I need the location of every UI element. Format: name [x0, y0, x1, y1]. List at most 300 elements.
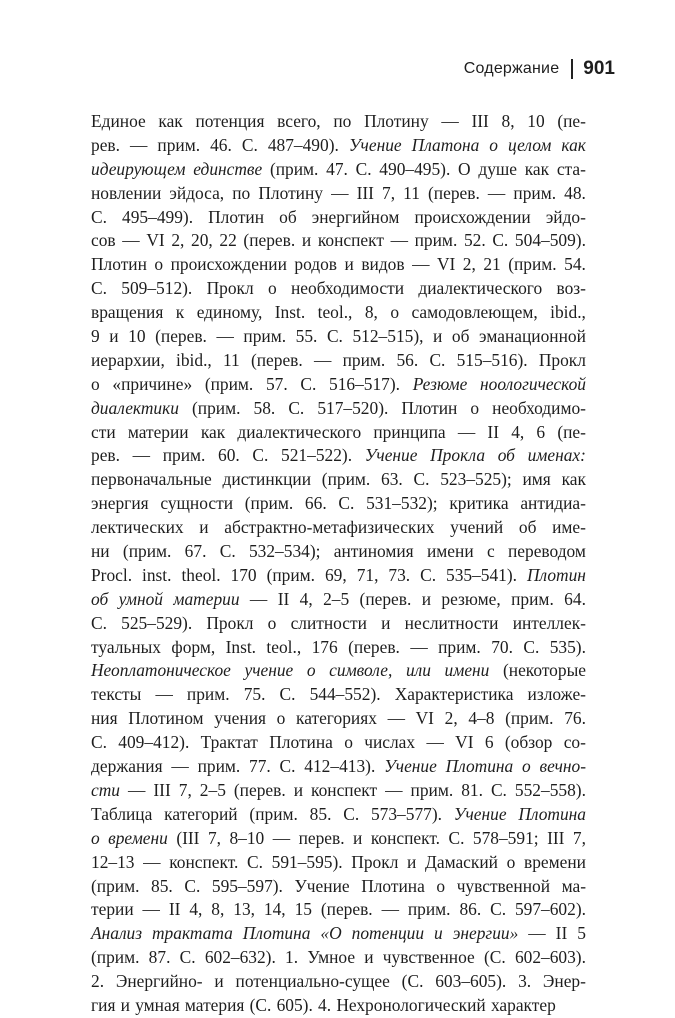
word: Учение	[348, 134, 402, 155]
page-number: 901	[583, 58, 615, 79]
word: и	[433, 326, 443, 347]
word: 512–515),	[352, 326, 424, 347]
word: о	[276, 708, 286, 729]
word: —	[313, 349, 332, 370]
word: С.	[420, 564, 437, 585]
word: —	[528, 923, 546, 944]
word: Плотина	[269, 732, 333, 753]
word: 75.	[243, 684, 266, 705]
word: —	[487, 182, 506, 203]
word: Единое	[91, 111, 146, 131]
word: С.	[219, 541, 236, 562]
word: 10	[128, 326, 146, 347]
word: 515–516).	[456, 349, 528, 370]
word: С.	[91, 732, 107, 753]
word: Inst.	[274, 302, 306, 323]
word: имени	[444, 660, 490, 681]
word: II	[555, 923, 568, 944]
word: абстрактно-метафизических	[224, 517, 435, 538]
word: как	[561, 134, 586, 155]
word: (прим.	[91, 875, 140, 896]
word: о	[436, 875, 446, 896]
word: (пе-	[557, 421, 586, 442]
header-divider	[571, 59, 573, 79]
word: Неоплатоническое	[91, 660, 231, 681]
word: конспект.	[169, 851, 239, 872]
word: 602–632).	[204, 947, 276, 968]
text-line	[91, 612, 586, 636]
word: новлении	[91, 182, 162, 203]
word: III	[547, 827, 565, 848]
word: —	[249, 588, 268, 609]
word: 176	[311, 636, 338, 657]
word: сов	[91, 230, 116, 251]
word: 552–558).	[514, 779, 586, 800]
word: (перев.	[359, 588, 412, 609]
word: 63.	[381, 469, 403, 490]
text-line	[91, 851, 586, 875]
word: 591–595).	[271, 851, 343, 872]
word: учение	[244, 660, 294, 681]
word: переводом	[507, 541, 586, 562]
word: Дамаский	[425, 851, 498, 872]
word: 55.	[295, 326, 318, 347]
text-line	[91, 875, 586, 899]
word: о	[267, 612, 277, 633]
word: первоначальные	[91, 469, 212, 490]
word: Плотина	[518, 803, 586, 824]
word: «причине»	[112, 373, 193, 394]
text-line	[91, 827, 586, 851]
text-line	[91, 373, 586, 397]
word: С.	[91, 206, 107, 227]
word: терии	[91, 899, 134, 920]
word: 8,	[364, 302, 378, 323]
word: диалектического	[237, 421, 362, 442]
word: 14,	[263, 899, 286, 920]
word: ibid.,	[176, 349, 212, 370]
word: (перев.	[428, 182, 480, 203]
word: 69,	[324, 564, 347, 585]
word: 10	[527, 111, 545, 131]
word: 21	[483, 254, 501, 275]
word: символе,	[329, 660, 393, 681]
word: teol.,	[266, 636, 302, 657]
text-line	[91, 707, 586, 731]
word: Плотина	[242, 923, 311, 944]
text-line	[91, 206, 586, 230]
word: 67.	[184, 541, 207, 562]
word: умная	[135, 994, 180, 1015]
word: ста-	[556, 158, 586, 179]
word: конспект	[317, 230, 384, 251]
word: прим.	[186, 684, 230, 705]
word: 517–520).	[317, 397, 389, 418]
word: 523–525);	[440, 469, 512, 490]
word: (прим.	[122, 541, 172, 562]
text-line	[91, 325, 586, 349]
word: потенция	[195, 111, 265, 131]
word: teol.,	[317, 302, 353, 323]
word: Плотину	[258, 182, 323, 203]
word: (перев.	[233, 779, 286, 800]
word: прим.	[511, 588, 554, 609]
word: Трактат	[200, 732, 258, 753]
word: 509–512).	[121, 278, 193, 299]
word: иерархии,	[91, 349, 165, 370]
word: (III	[176, 827, 200, 848]
word: —	[130, 134, 148, 155]
word: Платона	[411, 134, 480, 155]
word: Плотин	[208, 206, 265, 227]
word: прим.	[513, 182, 557, 203]
word: слитности	[290, 612, 367, 633]
text-line	[91, 421, 586, 445]
word: Учение	[384, 756, 437, 777]
word: II	[487, 421, 499, 442]
word: —	[412, 254, 430, 275]
word: —	[381, 899, 399, 920]
word: происхождении	[414, 206, 531, 227]
word: 4–8	[468, 708, 495, 729]
text-line	[91, 516, 586, 540]
word: (прим.	[266, 564, 316, 585]
word: и	[421, 588, 432, 609]
word: категорий	[164, 803, 238, 824]
text-line	[91, 683, 586, 707]
word: 4.	[318, 994, 332, 1015]
word: Плотина	[445, 756, 514, 777]
word: о	[390, 302, 400, 323]
word: С.	[338, 493, 355, 514]
word: (прим.	[91, 947, 140, 968]
word: именах:	[527, 445, 586, 466]
running-header	[464, 58, 615, 80]
word: учения	[214, 708, 267, 729]
word: материя	[184, 994, 245, 1015]
word: необходимо-	[492, 397, 586, 418]
word: (С.	[401, 971, 424, 992]
word: 521–522).	[281, 445, 353, 466]
word: антиномия	[333, 541, 414, 562]
word: Procl.	[91, 564, 133, 585]
text-line	[91, 349, 586, 373]
word: 544–552).	[309, 684, 381, 705]
word: С.	[241, 134, 258, 155]
word: Характеристика	[394, 684, 514, 705]
word: прим.	[157, 134, 201, 155]
word: о	[470, 397, 480, 418]
word: об	[451, 326, 470, 347]
word: (прим.	[204, 373, 254, 394]
word: Таблица	[91, 803, 153, 824]
word: 20,	[191, 230, 213, 251]
word: С.	[288, 397, 305, 418]
word: Энер-	[542, 971, 586, 992]
text-line	[91, 182, 586, 206]
word: «О	[320, 923, 342, 944]
word: С.	[523, 636, 540, 657]
word: 46.	[210, 134, 232, 155]
word: (перев.	[320, 899, 373, 920]
word: 2,	[462, 254, 476, 275]
word: 57.	[265, 373, 288, 394]
word: 7,	[207, 827, 221, 848]
text-line	[91, 444, 586, 468]
word: трактата	[152, 923, 233, 944]
text-line	[91, 970, 586, 994]
word: имени	[426, 541, 474, 562]
word: целом	[508, 134, 552, 155]
word: —	[387, 708, 405, 729]
word: ibid.,	[550, 302, 586, 323]
word: резюме,	[441, 588, 501, 609]
word: ния	[91, 708, 118, 729]
word: дистинкции	[222, 469, 312, 490]
word: С.	[279, 684, 296, 705]
word: числах	[364, 732, 416, 753]
word: С.	[343, 803, 360, 824]
word: о	[154, 254, 164, 275]
word: энергии»	[452, 923, 519, 944]
word: прим.	[407, 899, 451, 920]
word: —	[457, 421, 476, 442]
word: 7,	[382, 182, 396, 203]
word: конспект	[311, 779, 378, 800]
word: 2,	[444, 708, 458, 729]
word: видов	[361, 254, 405, 275]
word: самодовлеющем,	[411, 302, 538, 323]
word: 7,	[572, 827, 586, 848]
word: гия	[91, 994, 116, 1015]
word: сти	[91, 779, 120, 800]
text-line	[91, 468, 586, 492]
word: 8–10	[229, 827, 265, 848]
text-line	[91, 779, 586, 803]
word: 525–529).	[121, 612, 193, 633]
word: прим.	[197, 756, 241, 777]
word: об	[497, 445, 515, 466]
word: как	[158, 111, 183, 131]
text-line	[91, 134, 586, 158]
word: 73.	[388, 564, 411, 585]
word: Прокл	[351, 851, 399, 872]
word: (перев.	[155, 326, 207, 347]
word: и	[381, 612, 391, 633]
word: учений	[450, 517, 504, 538]
word: Плотином	[128, 708, 204, 729]
word: 9	[91, 326, 100, 347]
word: (перев.	[348, 636, 400, 657]
word: theol.	[181, 564, 221, 585]
word: —	[127, 779, 146, 800]
word: 70.	[491, 636, 513, 657]
word: как	[561, 469, 586, 490]
word: чувственной	[456, 875, 551, 896]
word: имя	[522, 469, 551, 490]
word: о	[344, 732, 353, 753]
word: II	[277, 588, 290, 609]
word: родов	[294, 254, 338, 275]
word: III	[471, 111, 489, 131]
word: 602–603).	[514, 947, 586, 968]
word: 6	[484, 732, 494, 753]
word: категориях	[296, 708, 377, 729]
word: —	[171, 756, 189, 777]
word: (пе-	[557, 111, 586, 131]
word: Учение	[294, 875, 350, 896]
word: 7,	[178, 779, 192, 800]
word: 605).	[276, 994, 313, 1015]
word: эйдоса,	[169, 182, 225, 203]
text-line	[91, 659, 586, 683]
word: Анализ	[91, 923, 143, 944]
word: 48.	[564, 182, 586, 203]
word: VI	[436, 254, 456, 275]
word: 81.	[461, 779, 483, 800]
word: 595–597).	[211, 875, 283, 896]
word: как	[524, 158, 550, 179]
word: III	[153, 779, 171, 800]
word: С.	[91, 278, 107, 299]
text-line	[91, 397, 586, 421]
word: необходимости	[291, 278, 405, 299]
word: по	[333, 111, 352, 131]
word: 6	[536, 421, 546, 442]
word: об	[518, 517, 537, 538]
word: —	[143, 851, 161, 872]
word: С.	[355, 158, 372, 179]
word: Умное	[307, 947, 356, 968]
word: происхождении	[170, 254, 287, 275]
word: конспект.	[370, 827, 440, 848]
word: С.	[490, 779, 507, 800]
text-line	[91, 277, 586, 301]
word: прим.	[414, 230, 458, 251]
word: как	[200, 421, 226, 442]
word: критика	[449, 493, 509, 514]
word: и	[214, 971, 224, 992]
text-line	[91, 110, 586, 134]
word: рев.	[91, 445, 120, 466]
word: (перев.	[243, 230, 296, 251]
word: держания	[91, 756, 163, 777]
word: —	[441, 111, 459, 131]
word: 15	[294, 899, 312, 920]
word: С.	[300, 373, 317, 394]
word: Учение	[453, 803, 507, 824]
word: прим.	[243, 326, 287, 347]
word: (некоторые	[502, 660, 586, 681]
word: С.	[413, 469, 430, 490]
word: 409–412).	[118, 732, 190, 753]
word: 47.	[326, 158, 348, 179]
word: Прокл	[538, 349, 586, 370]
word: к	[175, 302, 185, 323]
word: (прим.	[508, 254, 557, 275]
word: С.	[91, 612, 107, 633]
text-line	[91, 253, 586, 277]
text-line	[91, 588, 586, 612]
word: о	[91, 827, 100, 848]
word: потенциально-сущее	[235, 971, 390, 992]
word: и	[301, 230, 312, 251]
word: рев.	[91, 134, 120, 155]
word: С.	[326, 326, 343, 347]
word: Энергийно-	[115, 971, 203, 992]
word: Прокл	[206, 278, 254, 299]
text-line	[91, 564, 586, 588]
word: и	[199, 517, 209, 538]
word: 531–532);	[366, 493, 438, 514]
word: прим.	[342, 349, 386, 370]
word: Нехронологический	[336, 994, 486, 1015]
word: 5	[577, 923, 586, 944]
word: inst.	[142, 564, 172, 585]
word: Резюме	[412, 373, 468, 394]
word: —	[122, 230, 140, 251]
word: 535–541).	[446, 564, 518, 585]
word: характер	[490, 994, 556, 1015]
word: С.	[184, 875, 201, 896]
word: (прим.	[244, 493, 294, 514]
word: 11	[222, 349, 240, 370]
word: 573–577).	[370, 803, 442, 824]
word: 412–413).	[304, 756, 376, 777]
word: С.	[252, 445, 269, 466]
word: ноологической	[480, 373, 586, 394]
word: Плотин	[401, 397, 458, 418]
word: II	[168, 899, 181, 920]
word: времени	[108, 827, 168, 848]
word: 71,	[356, 564, 379, 585]
word: единому,	[196, 302, 263, 323]
word: и	[407, 851, 417, 872]
text-line	[91, 922, 586, 946]
word: име-	[552, 517, 586, 538]
text-line	[91, 158, 586, 182]
word: и	[364, 947, 374, 968]
word: принципа	[373, 421, 446, 442]
word: о	[506, 851, 516, 872]
word: 60.	[218, 445, 240, 466]
word: 1.	[285, 947, 299, 968]
word: Inst.	[225, 636, 257, 657]
word: 58.	[253, 397, 276, 418]
word: интеллек-	[512, 612, 586, 633]
word: энергийном	[311, 206, 400, 227]
text-line	[91, 229, 586, 253]
word: материи	[127, 421, 189, 442]
word: туальных	[91, 636, 162, 657]
word: 54.	[564, 254, 586, 275]
word: материи	[173, 588, 240, 609]
word: О	[458, 158, 471, 179]
word: 495–499).	[122, 206, 194, 227]
word: лектических	[91, 517, 184, 538]
word: по	[232, 182, 251, 203]
word: 11	[403, 182, 420, 203]
word: VI	[146, 230, 165, 251]
word: душе	[478, 158, 517, 179]
text-line	[91, 636, 586, 660]
word: 22	[219, 230, 237, 251]
word: (прим.	[321, 469, 371, 490]
word: —	[272, 827, 291, 848]
word: антидиа-	[520, 493, 586, 514]
word: —	[390, 230, 408, 251]
word: Плотина	[361, 875, 425, 896]
